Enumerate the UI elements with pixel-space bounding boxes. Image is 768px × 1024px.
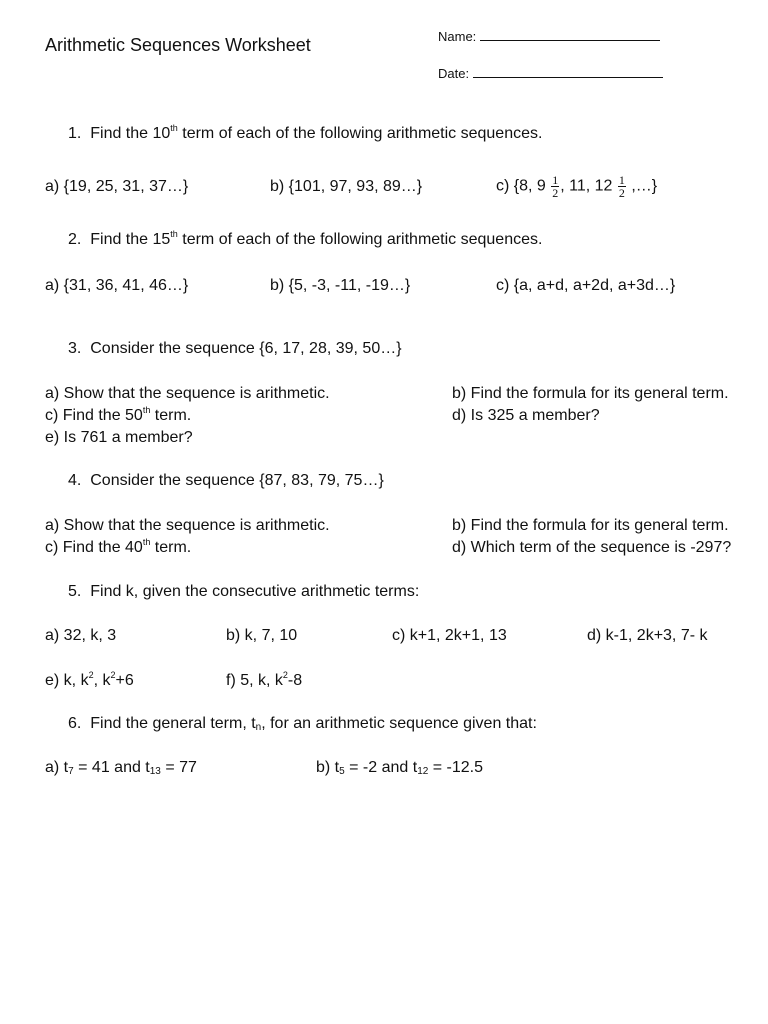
q6-answer-b: b) $t_5 = -2$ and $t_{12} = -12.5$: [316, 759, 484, 777]
q2-answer-c: c) {a, a+d, a+2d, a+3d…}: [496, 277, 676, 294]
q6-answer-a: a) $t_7 = 41$ and $t_{13} = 77$: [45, 759, 197, 777]
question-3: [68, 340, 402, 358]
page-title: Arithmetic Sequences Worksheet: [45, 35, 311, 55]
question-text: Consider the sequence {6, 17, 28, 39, 50…}: [90, 340, 402, 357]
question-text: Find the general term, $t_n$, for an arithmetic sequence given that:: [90, 715, 537, 733]
question-1: [68, 125, 542, 143]
question-number: 3.: [68, 340, 82, 357]
fraction-half: $\frac{1}{2}$: [552, 173, 559, 200]
q1-answer-a: a) {19, 25, 31, 37…}: [45, 178, 189, 195]
date-field[interactable]: [438, 66, 663, 81]
q2-answer-b: b) {5, -3, -11, -19…}: [270, 277, 411, 294]
date-line: [473, 67, 663, 78]
question-4: [68, 472, 384, 490]
question-2: [68, 231, 542, 249]
q5-answer-b: b) k, 7, 10: [226, 627, 298, 644]
q3-answer-c: c) Find the 50th term.: [45, 405, 192, 424]
date-label: Date:: [438, 66, 470, 81]
q5-answer-c: c) k+1, 2k+1, 13: [392, 627, 507, 644]
q3-answer-a: a) Show that the sequence is arithmetic.: [45, 385, 330, 402]
question-text: Consider the sequence {87, 83, 79, 75…}: [90, 472, 384, 489]
question-text: Find the 10th term of each of the following arithmetic sequences.: [90, 123, 543, 142]
question-6: [68, 715, 537, 733]
q5-answer-e: e) k, $k^2$, $k^2+6$: [45, 670, 134, 689]
question-number: 5.: [68, 583, 82, 600]
q3-answer-d: d) Is 325 a member?: [452, 407, 600, 424]
q5-answer-d: d) k-1, 2k+3, 7- k: [587, 627, 708, 644]
question-number: 1.: [68, 125, 82, 142]
q3-answer-e: e) Is 761 a member?: [45, 429, 193, 446]
question-number: 2.: [68, 231, 82, 248]
name-field[interactable]: [438, 29, 660, 44]
name-line: [480, 30, 660, 41]
question-5: [68, 583, 419, 601]
q1-answer-b: b) {101, 97, 93, 89…}: [270, 178, 423, 195]
q4-answer-b: b) Find the formula for its general term.: [452, 517, 729, 534]
question-text: Find the 15th term of each of the following arithmetic sequences.: [90, 229, 543, 248]
q2-answer-a: a) {31, 36, 41, 46…}: [45, 277, 189, 294]
question-number: 6.: [68, 715, 82, 732]
name-label: Name:: [438, 29, 477, 44]
q5-answer-a: a) 32, k, 3: [45, 627, 117, 644]
q1-answer-c: c) {8, 9 $\frac{1}{2}$ , 11, 12 $\frac{1}{2}$ ,…}: [496, 173, 658, 200]
q4-answer-a: a) Show that the sequence is arithmetic.: [45, 517, 330, 534]
q3-answer-b: b) Find the formula for its general term.: [452, 385, 729, 402]
q4-answer-c: c) Find the 40th term.: [45, 537, 192, 556]
q5-answer-f: f) 5, k, $k^2-8$: [226, 670, 303, 689]
question-number: 4.: [68, 472, 82, 489]
q4-answer-d: d) Which term of the sequence is -297?: [452, 539, 732, 556]
question-text: Find k, given the consecutive arithmetic terms:: [90, 583, 420, 600]
fraction-half: $\frac{1}{2}$: [618, 173, 625, 200]
